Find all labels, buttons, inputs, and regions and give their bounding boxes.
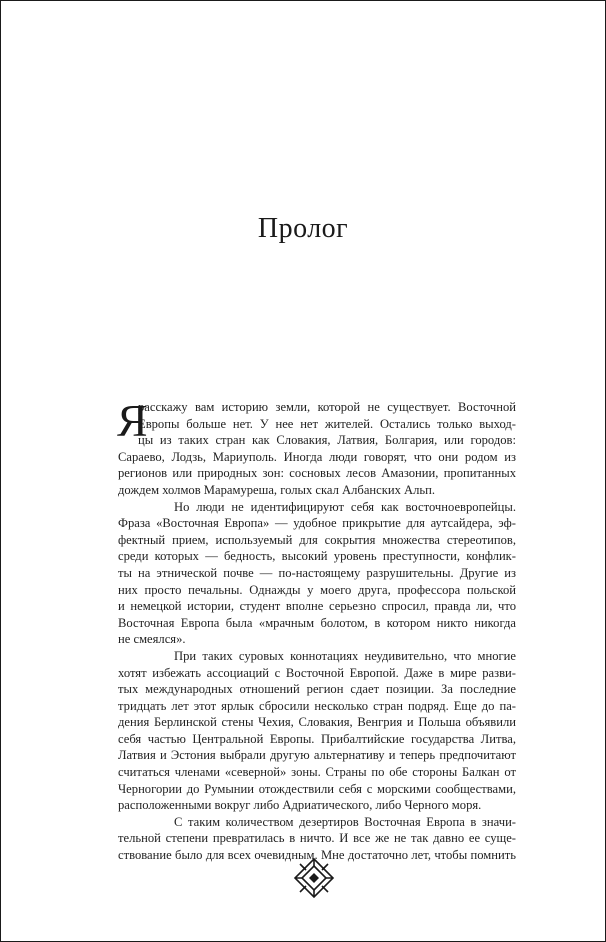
text-line: них просто печальны. Однажды у моего друга, профессора польской — [118, 582, 516, 597]
text-line: хотят избежать ассоциаций с Восточной Европой. Даже в мире разви- — [118, 665, 516, 680]
text-line: расположенными вокруг либо Адриатического, либо Черного моря. — [118, 798, 482, 813]
text-line: Но люди не идентифицируют себя как восточноевропейцы. — [174, 499, 516, 514]
text-line: ты на этнической почве — по-настоящему разрушительны. Другие из — [118, 565, 516, 580]
text-line: Черногории до Румынии отождествили себя с морскими сообществами, — [118, 781, 516, 796]
text-line: цы из таких стран как Словакия, Латвия, Болгария, или городов: — [138, 433, 516, 448]
text-line: Фраза «Восточная Европа» — удобное прикрытие для аутсайдера, эф- — [118, 516, 516, 531]
text-line: не смеялся». — [118, 632, 186, 647]
text-line: регионов или природных зон: сосновых лесов Амазонии, пропитанных — [118, 466, 516, 481]
chapter-title: Пролог — [257, 213, 349, 244]
diamond-ornament-icon — [292, 856, 336, 900]
text-line: С таким количеством дезертиров Восточная Европа в значи- — [174, 814, 516, 829]
text-line: ствование было для всех очевидным. Мне достаточно лет, чтобы помнить — [118, 848, 516, 863]
text-line: Латвия и Эстония выбрали другую альтернативу и теперь предпочитают — [118, 748, 516, 763]
text-line: считаться членами «северной» зоны. Страны по обе стороны Балкан от — [118, 765, 516, 780]
text-line: При таких суровых коннотациях неудивительно, что многие — [174, 648, 516, 663]
text-line: фектный прием, используемый для сокрытия множества стереотипов, — [118, 532, 516, 547]
text-line: Европы больше нет. У нее нет жителей. Остались только выход- — [138, 416, 516, 431]
text-line: Сараево, Лодзь, Мариуполь. Иногда люди говорят, что они родом из — [118, 449, 516, 464]
body-text — [117, 395, 516, 864]
text-line: дождем холмов Марамуреша, голых скал Албанских Альп. — [118, 482, 436, 497]
text-line: Восточная Европа была «мрачным болотом, в котором никто никогда — [118, 615, 516, 630]
text-line: себя частью Центральной Европы. Прибалтийские государства Литва, — [118, 731, 516, 746]
text-line: расскажу вам историю земли, которой не существует. Восточной — [138, 400, 516, 414]
text-line: среди которых — бедность, высокий уровень преступности, конфлик- — [118, 549, 516, 564]
text-lines — [117, 395, 516, 864]
text-line: и немецкой истории, студент вполне серьезно спросил, правда ли, что — [118, 599, 516, 614]
text-line: тых международных отношений регион сдает позиции. За последние — [118, 682, 516, 697]
drop-cap: Я — [117, 395, 148, 446]
text-line: тридцать лет этот ярлык сбросили несколько стран подряд. Еще до па- — [118, 698, 516, 713]
text-line: тельной степени превратилась в ничто. И все же не так давно ее суще- — [118, 831, 516, 846]
text-line: дения Берлинской стены Чехия, Словакия, Венгрия и Польша объявили — [118, 715, 516, 730]
